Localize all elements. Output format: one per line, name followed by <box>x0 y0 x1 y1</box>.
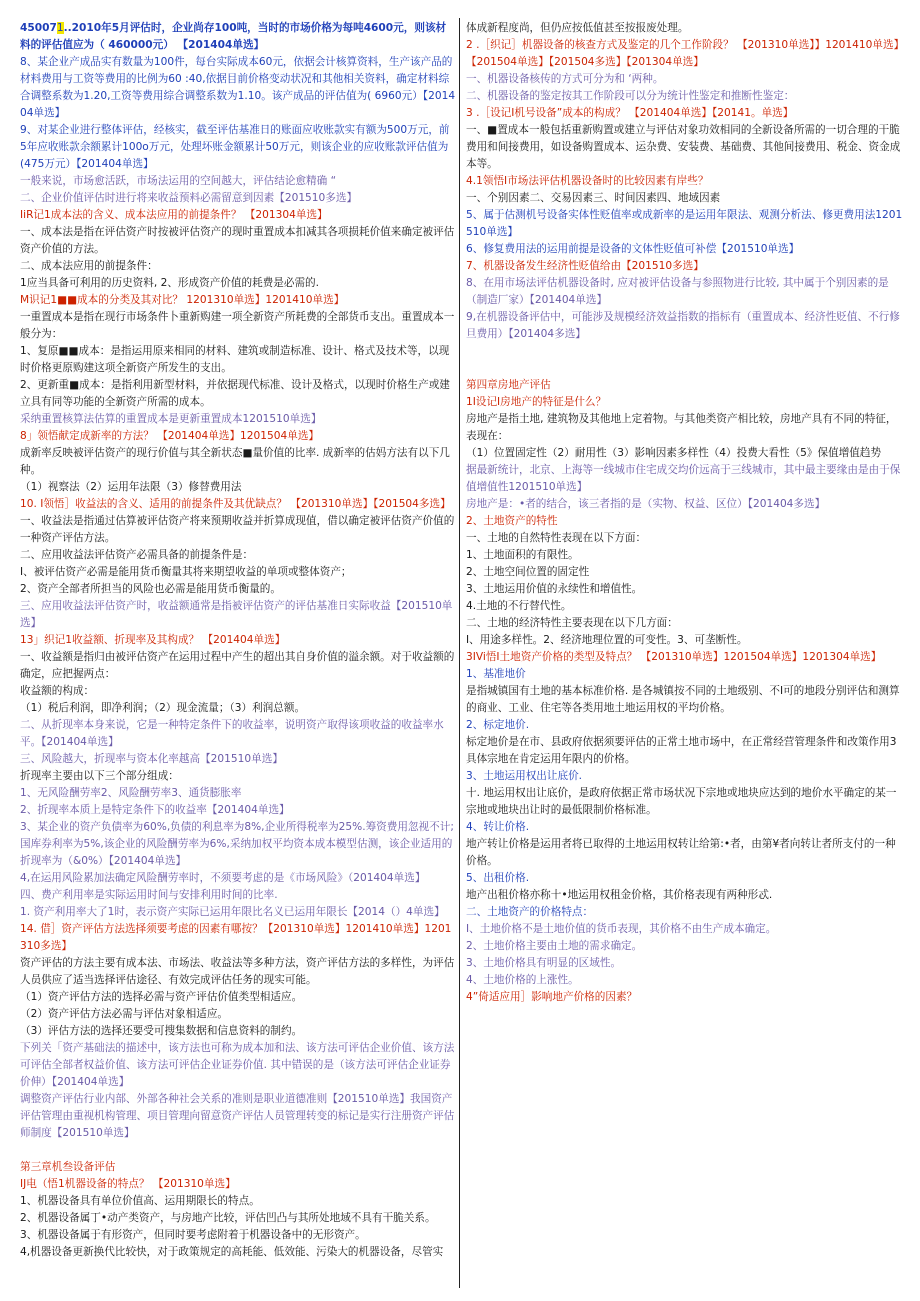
text-line: I、土地价格不是土地价值的货币表现，其价格不由生产成本确定。 <box>466 923 777 935</box>
text-line: 二、应用收益法评估资产必需具备的前提条件是： <box>20 549 254 561</box>
text-line: 10. I领悟］收益法的含义、适用的前提条件及其优缺点？ 【201310单选】【201504多选】 <box>20 498 451 510</box>
text-line: 2、资产全部者所担当的风险也必需是能用货币衡量的。 <box>20 583 281 595</box>
text-line: 2、更新重■成本：是指利用新型材料，并依据现代标准、设计及格式，以现时价格生产或建立具有同等功能的全新资产所需的成本。 <box>20 379 450 408</box>
text-line: （1）税后利润，即净利润；（2）现金流量；（3）利润总额。 <box>20 702 306 714</box>
text-line: 3、土地价格具有明显的区域性。 <box>466 957 622 969</box>
text-line: 一般来说，市场愈活跃，市场法运用的空间越大，评估结论愈精确 “ <box>20 175 337 187</box>
text-segment: ..2010年5月评估时，企业尚存100吨，当时的市场价格为每吨4600元，则该材料的评估值应为（ 460000元） 【201404单选】 <box>20 22 447 51</box>
text-line: 收益额的构成： <box>20 685 95 697</box>
text-line: （3）评估方法的选择还要受可搜集数据和信息资料的制约。 <box>20 1025 303 1037</box>
text-line: 2、机器设备属丁•动产类资产，与房地产比较，评估凹凸与其所处地域不具有干脆关系。 <box>20 1212 436 1224</box>
text-line: 一、机器设备核传的方式可分为和 ‘两种。 <box>466 73 664 85</box>
text-line: 十. 地运用权出让底价，是政府依据正常市场状况下宗地或地块应达到的地价水平确定的某一宗地或地块出让时的最低限制价格标准。 <box>466 787 897 816</box>
text-line: 房地产是指土地, 建筑物及其他地上定着物。与其他类资产相比较，房地产具有不同的特征，表现在： <box>466 413 897 442</box>
blank-line <box>466 360 904 377</box>
text-line: 4.1领悟I市场法评估机器设备时的比较因素有岸些？ <box>466 175 709 187</box>
text-line: 2 .［织记］机器设备的核查方式及鉴定的几个工作阶段？ 【201310单选】】1201410单选】【201504单选】【201504多选】【201304单选】 <box>466 39 899 68</box>
text-line: 折现率主要由以下三个部分组成： <box>20 770 179 782</box>
highlight-mark: 1 <box>56 22 64 34</box>
text-line: 2、土地空间位置的固定性 <box>466 566 590 578</box>
text-line: 4、转让价格. <box>466 821 530 833</box>
text-line: 二、成本法应用的前提条件： <box>20 260 158 272</box>
text-line: IJ电（悟1机器设备的特点？ 【201310单选】 <box>20 1178 236 1190</box>
text-line: 8、在用市场法评估机器设备时, 应对被评估设备与参照物进行比较, 其中属于个别因素的是（制造厂家）【201404单选】 <box>466 277 889 306</box>
text-segment: 45007 <box>20 22 57 34</box>
text-line: 四、费产利用率是实际运用时间与安排利用时间的比率. <box>20 889 278 901</box>
text-line: 3IVi悟I土地资产价格的类型及特点？ 【201310单选】1201504单选】1201304单选】 <box>466 651 882 663</box>
text-line <box>20 20 456 54</box>
text-line: 1、复原■■成本：是指运用原来相同的材料、建筑或制造标准、设计、格式及技术等，以现时价格更原购建这项全新资产所发生的支出。 <box>20 345 450 374</box>
text-line: 8、某企业产成品实有数量为100件，每台实际成本60元，依据会计核算资料，生产该产品的材料费用与工资等费用的比例为60 :40,依据目前价格变动状况和其他相关资料，确定材料综合调整系数为1.20,工资等费用综合调整系数为1.10。该产成品的评估值为( 6960元）【201404单选】 <box>20 56 456 119</box>
text-line: 房地产是：•者的结合，该三者指的是（实物、权益、区位）【201404多选】 <box>466 498 826 510</box>
text-line: 4,在运用风险累加法确定风险酬劳率时，不须要考虑的是《市场风险》（201404单选】 <box>20 872 426 884</box>
text-line: 一、土地的自然特性表现在以下方面： <box>466 532 647 544</box>
text-line: 1应当具备可利用的历史资料, 2、形成资产价值的耗费是必需的. <box>20 277 320 289</box>
text-line: （1）资产评估方法的选择必需与资产评估价值类型相适应。 <box>20 991 303 1003</box>
text-line: 是指城镇国有土地的基本标准价格. 是各城镇按不同的土地级别、不I可的地段分别评估和测算的商业、工业、住宅等各类用地土地运用权的平均价格。 <box>466 685 900 714</box>
text-line: 7、机器设备发生经济性贬值给由【201510多选】 <box>466 260 704 272</box>
text-line: 2、标定地价. <box>466 719 530 731</box>
text-line: 一重置成本是指在现行市场条件卜重新购建一项全新资产所耗费的全部货币支出。重置成本一般分为： <box>20 311 455 340</box>
text-line: 一、成本法是指在评估资产时按被评估资产的现时重置成本扣减其各项损耗价值来确定被评估资产价值的方法。 <box>20 226 455 255</box>
text-line: 1、无风险酬劳率2、风险酬劳率3、通货膨胀率 <box>20 787 242 799</box>
text-line: 二、土地资产的价格特点： <box>466 906 594 918</box>
text-line: 调整资产评估行业内部、外部各种社会关系的准则是职业道德准则【201510单选】我国资产评估管理由重视机构管理、项目管理向留意资产评估人员管理转变的标记是实行注册资产评估师制度【201510单选】 <box>20 1093 455 1139</box>
text-line: 4”倚适应用］影响地产价格的因素？ <box>466 991 638 1003</box>
text-line: 第四章房地产评估 <box>466 379 551 391</box>
text-line: 1. 资产利用率大了1时，表示资产实际已运用年限比名义已运用年限长【2014（）4单选】 <box>20 906 445 918</box>
text-line: 成新率反映被评估资产的现行价值与其全新状态■量价值的比率. 成新率的估妈方法有以下几种。 <box>20 447 450 476</box>
text-line: I、被评估资产必需是能用货币衡量其将来期望收益的单项或整体资产； <box>20 566 352 578</box>
text-line: 二、企业价值评估时进行将来收益预料必需留意到因素【201510多选】 <box>20 192 358 204</box>
text-line: （2）资产评估方法必需与评估对象相适应。 <box>20 1008 229 1020</box>
text-line: 地产转让价格是运用者将已取得的土地运用权转让给第:•者，由第¥者向转让者所支付的一种价格。 <box>466 838 896 867</box>
text-line: 5、属于估测机号设备实体性贬值率或成新率的是运用年限法、观测分析法、修更费用法1201510单选】 <box>466 209 903 238</box>
text-line: 14. 借］资产评估方法选择须要考虑的因素有哪按？【201310单选】1201410单选】1201310多选】 <box>20 923 452 952</box>
text-line: （1）位置固定性（2）耐用性（3）影响因素多样性（4）投费大看性（5》保值增值趋势 <box>466 447 882 459</box>
text-line: 1、基准地价 <box>466 668 526 680</box>
text-line: 资产评估的方法主要有成本法、市场法、收益法等多种方法，资产评估方法的多样性，为评估人员供应了适当选择评估途径、有效完成评估任务的现实可能。 <box>20 957 455 986</box>
text-line: 13」织记1收益额、折现率及其构成？ 【201404单选】 <box>20 634 286 646</box>
text-line: 3 .［设记I机号设备”成本的构成？ 【201404单选】【20141。单选】 <box>466 107 794 119</box>
text-line: 体成新程度尚，但仍应按低值甚至按报废处理。 <box>466 22 689 34</box>
text-line: 一、■置成本一般包括重新购置或建立与评估对象功效相同的全新设备所需的一切合理的干脆费用和间接费用，如设备购置成本、运杂费、安装费、基础费、其他间接费用、税金、资金成本等。 <box>466 124 901 170</box>
text-line: 3、某企业的资产负债率为60%,负债的利息率为8%,企业所得税率为25%.筹资费用忽视不计;国库券利率为5%,该企业的风险酬劳率为6%,采纳加权平均资本成本模型估测，该企业适用的折现率为（&0%）【201404单选】 <box>20 821 454 867</box>
text-line: 二、机器设备的鉴定按其工作阶段可以分为统计性鉴定和推断性鉴定： <box>466 90 795 102</box>
text-line: （1）视察法（2）运用年法限（3）修替费用法 <box>20 481 242 493</box>
text-line: 三、应用收益法评估资产时，收益额通常是指被评估资产的评估基准日实际收益【201510单选】 <box>20 600 453 629</box>
text-line: 8」领悟献定成新率的方法？ 【201404单选】1201504单选】 <box>20 430 320 442</box>
text-line: 2、土地资产的特性 <box>466 515 558 527</box>
text-line: 3、机器设备属于有形资产，但同时要考虑附着于机器设备中的无形资产。 <box>20 1229 366 1241</box>
text-line: 下列关「资产基础法的描述中，该方法也可称为成本加和法、该方法可评估企业价值、该方法可评估全部者权益价值、该方法可评估企业证券价值. 其中错误的是（该方法可评估企业证券价伸）【201404单选】 <box>20 1042 455 1088</box>
text-line: 9,在机器设备评估中，可能涉及规模经济效益指数的指标有（重置成本、经济性贬值、不行修旦费用）【201404多选】 <box>466 311 900 340</box>
text-line: 4.土地的不行替代性。 <box>466 600 572 612</box>
text-line: 4、土地价格的上涨性。 <box>466 974 579 986</box>
text-line: 据最新统计，北京、上海等一线城市住宅成交均价远高于三线城市，其中最主要缘由是由于保值增值性1201510单选】 <box>466 464 901 493</box>
text-line: IiR记1成本法的含义、成本法应用的前提条件？ 【201304单选】 <box>20 209 328 221</box>
text-line: 一、个别因素二、交易因素三、时间因素四、地域因素 <box>466 192 721 204</box>
text-line: 3、土地运用价值的永续性和增值性。 <box>466 583 643 595</box>
left-column <box>20 20 456 1261</box>
text-line: 1I设记I房地产的特征是什么？ <box>466 396 607 408</box>
text-line: I、用途多样性。2、经济地理位置的可变性。3、可垄断性。 <box>466 634 748 646</box>
text-line: 2、土地价格主要由土地的需求确定。 <box>466 940 643 952</box>
text-line: 6、修复费用法的运用前提是设备的文体性贬值可补偿【201510单选】 <box>466 243 800 255</box>
text-line: 标定地价是在市、县政府依据须要评估的正常土地市场中，在正常经营管理条件和改策作用3具体宗地在肯定运用年限内的价格。 <box>466 736 897 765</box>
text-line: 1、机器设备具有单位价值高、运用期限长的特点。 <box>20 1195 260 1207</box>
blank-line <box>466 343 904 360</box>
text-line: M识记1■■成本的分类及其对比？ 1201310单选】1201410单选】 <box>20 294 345 306</box>
text-line: 一、收益法是指通过估算被评估资产将来预期收益并折算成现值，借以确定被评估资产价值的一种资产评估方法。 <box>20 515 455 544</box>
text-line: 3、土地运用权出让底价. <box>466 770 583 782</box>
text-line: 第三章机叁设备评估 <box>20 1161 116 1173</box>
text-line: 一、收益额是指归由被评估资产在运用过程中产生的超出其自身价值的溢余额。对于收益额的确定，应把握两点： <box>20 651 455 680</box>
right-column <box>466 20 904 1006</box>
blank-line <box>20 1142 456 1159</box>
text-line: 5、出租价格. <box>466 872 530 884</box>
text-line: 三、风险越大，折现率与资本化率越高【201510单选】 <box>20 753 283 765</box>
text-line: 4,机器设备更新换代比较快，对于政策规定的高耗能、低效能、污染大的机器设备，尽管实 <box>20 1246 444 1258</box>
text-line: 地产出租价格亦称十•地运用权租金价格，其价格表现有两种形忒. <box>466 889 773 901</box>
text-line: 2、折现率本质上是特定条件下的收益率【201404单选】 <box>20 804 290 816</box>
text-line: 二、从折现率本身来说，它是一种特定条件下的收益率，说明资产取得该项收益的收益率水平。【201404单选】 <box>20 719 444 748</box>
text-line: 1、土地面积的有限性。 <box>466 549 579 561</box>
text-line: 采纳重置核算法估算的重置成本是更新重置成本1201510单选】 <box>20 413 322 425</box>
column-divider <box>459 18 460 1288</box>
text-line: 9、对某企业进行整体评估，经核实，截至评估基准日的账面应收账款实有额为500万元，前5年应收账款余额累计100o万元，处理坏账金额累计50万元，则该企业的应收账款评估值为(475万元）【201404单选】 <box>20 124 450 170</box>
text-line: 二、土地的经济特性主要表现在以下几方面： <box>466 617 678 629</box>
